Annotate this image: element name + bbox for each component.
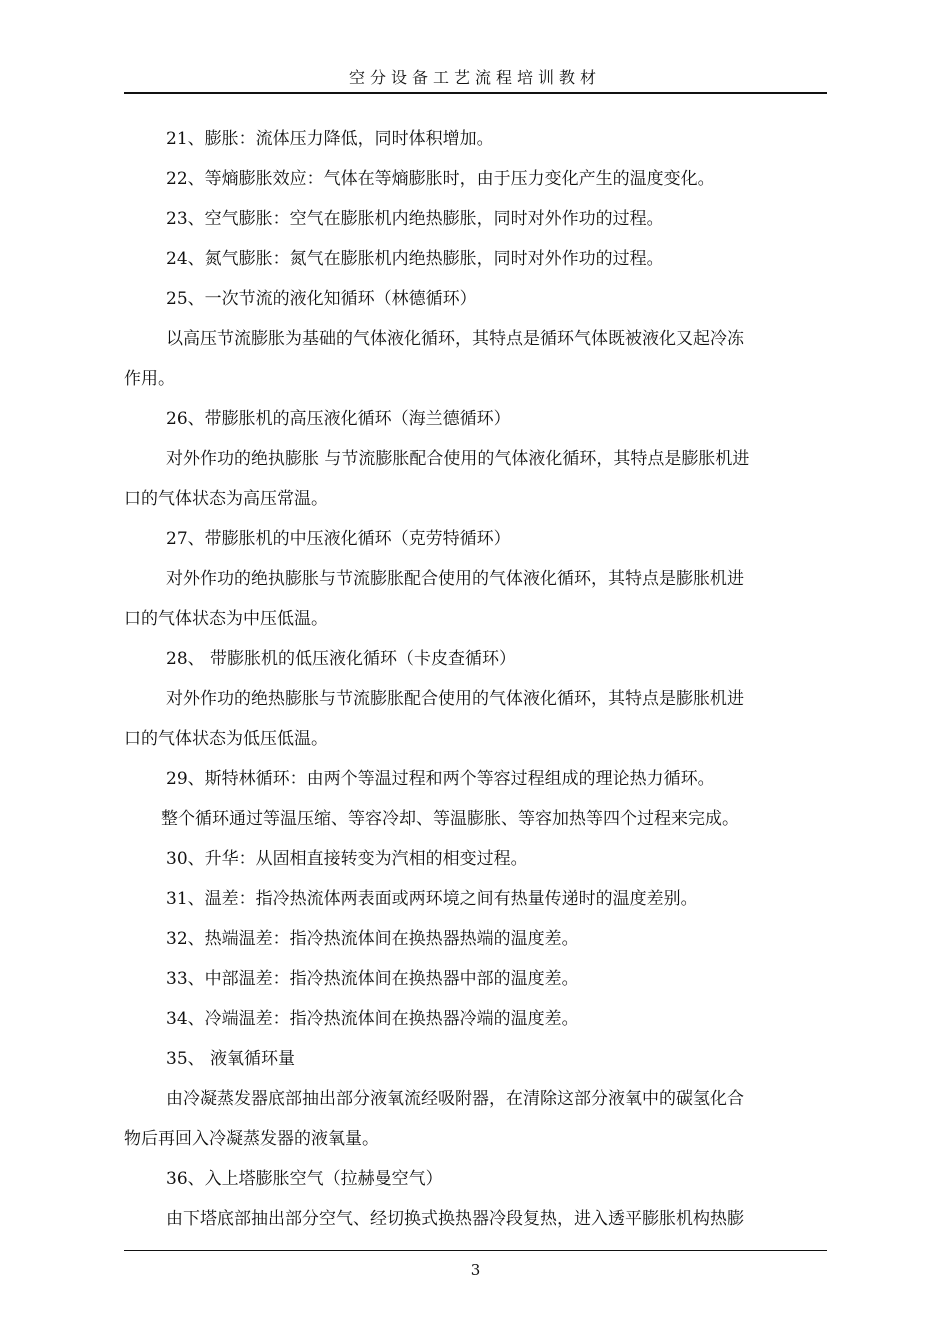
text-line: 32、热端温差：指冷热流体间在换热器热端的温度差。 (166, 929, 579, 949)
text-line: 由冷凝蒸发器底部抽出部分液氧流经吸附器，在清除这部分液氧中的碳氢化合 (166, 1089, 744, 1109)
text-line: 26、带膨胀机的高压液化循环（海兰德循环） (166, 409, 511, 429)
header-rule (124, 92, 827, 94)
text-line: 36、入上塔膨胀空气（拉赫曼空气） (166, 1169, 443, 1189)
text-line: 34、冷端温差：指冷热流体间在换热器冷端的温度差。 (166, 1009, 579, 1029)
text-line: 35、 液氧循环量 (166, 1049, 296, 1069)
document-body (124, 119, 830, 1239)
page-number: 3 (470, 1261, 481, 1279)
text-line: 口的气体状态为中压低温。 (124, 609, 328, 629)
text-line: 以高压节流膨胀为基础的气体液化循环，其特点是循环气体既被液化又起冷冻 (166, 329, 744, 349)
text-line: 对外作功的绝执膨胀与节流膨胀配合使用的气体液化循环，其特点是膨胀机进 (166, 569, 744, 589)
text-line: 口的气体状态为低压低温。 (124, 729, 328, 749)
text-line: 口的气体状态为高压常温。 (124, 489, 328, 509)
text-line: 23、空气膨胀：空气在膨胀机内绝热膨胀，同时对外作功的过程。 (166, 209, 664, 229)
text-line: 24、氮气膨胀：氮气在膨胀机内绝热膨胀，同时对外作功的过程。 (166, 249, 664, 269)
text-line: 33、中部温差：指冷热流体间在换热器中部的温度差。 (166, 969, 579, 989)
text-line: 31、温差：指冷热流体两表面或两环境之间有热量传递时的温度差别。 (166, 889, 698, 909)
text-line: 30、升华：从固相直接转变为汽相的相变过程。 (166, 849, 528, 869)
text-line: 对外作功的绝热膨胀与节流膨胀配合使用的气体液化循环，其特点是膨胀机进 (166, 689, 744, 709)
text-line: 由下塔底部抽出部分空气、经切换式换热器冷段复热，进入透平膨胀机构热膨 (166, 1209, 744, 1229)
text-line: 22、等熵膨胀效应：气体在等熵膨胀时，由于压力变化产生的温度变化。 (166, 169, 715, 189)
text-line: 27、带膨胀机的中压液化循环（克劳特循环） (166, 529, 511, 549)
header-title: 空分设备工艺流程培训教材 (348, 68, 601, 87)
footer-rule (124, 1250, 827, 1251)
text-line: 物后再回入冷凝蒸发器的液氧量。 (124, 1129, 379, 1149)
text-line: 对外作功的绝执膨胀 与节流膨胀配合使用的气体液化循环，其特点是膨胀机进 (166, 449, 750, 469)
text-line: 21、膨胀：流体压力降低，同时体积增加。 (166, 129, 494, 149)
text-line: 整个循环通过等温压缩、等容冷却、等温膨胀、等容加热等四个过程来完成。 (161, 809, 739, 829)
text-line: 29、斯特林循环：由两个等温过程和两个等容过程组成的理论热力循环。 (166, 769, 715, 789)
text-line: 作用。 (124, 369, 175, 389)
text-line: 25、一次节流的液化知循环（林德循环） (166, 289, 477, 309)
text-line: 28、 带膨胀机的低压液化循环（卡皮查循环） (166, 649, 517, 669)
